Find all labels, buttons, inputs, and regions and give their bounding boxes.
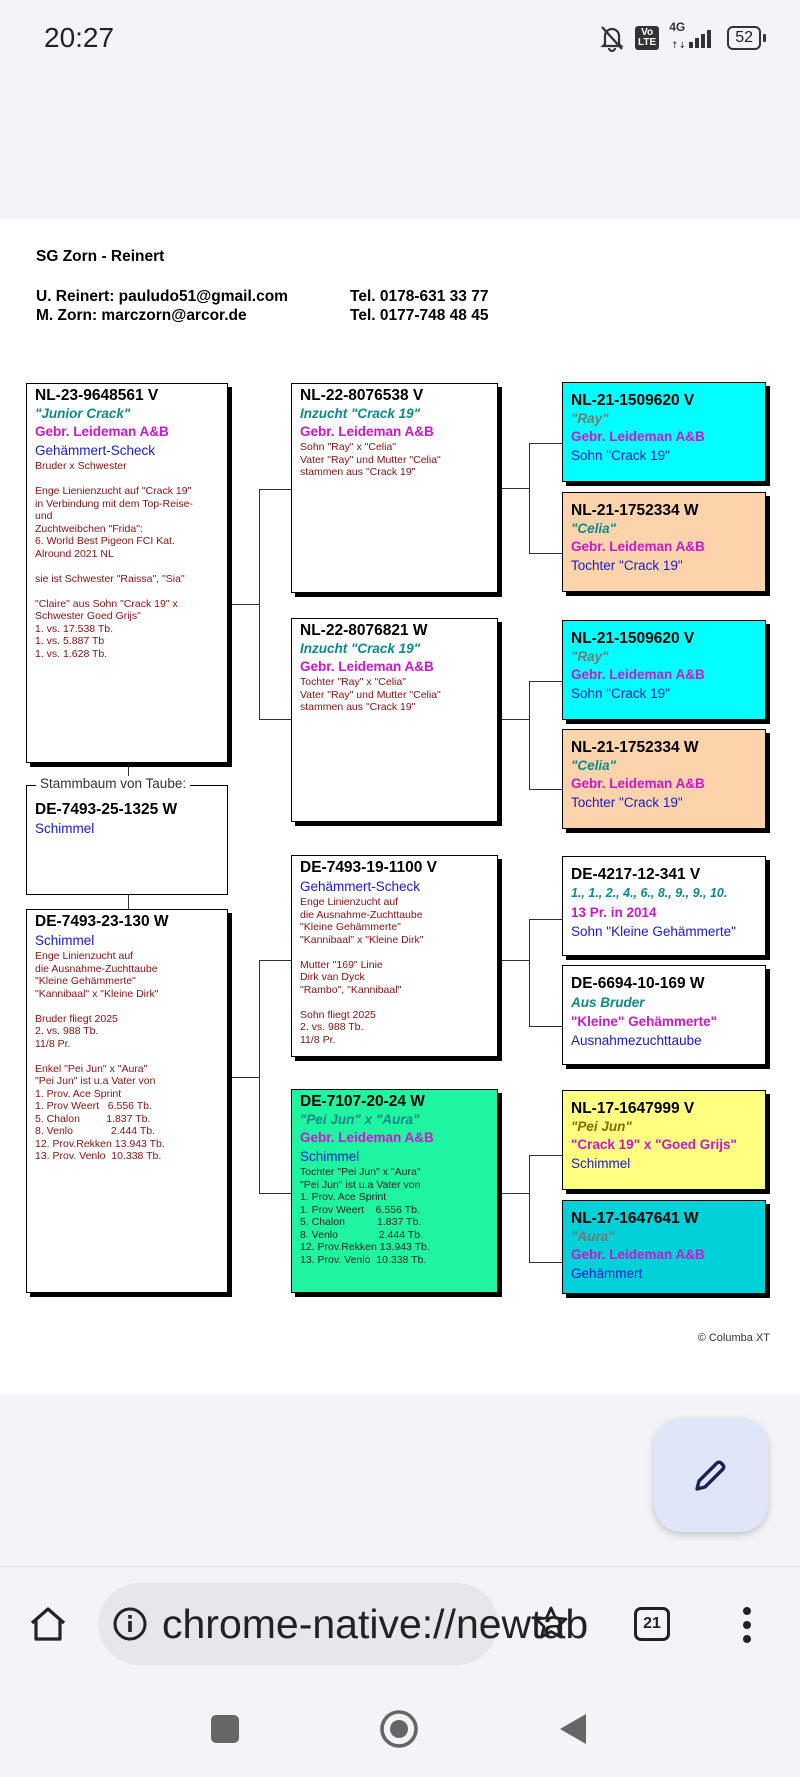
- connector: [498, 1193, 529, 1194]
- subject-card[interactable]: [26, 785, 228, 895]
- great-grandparent-card-7[interactable]: [562, 1090, 766, 1190]
- status-icons: [599, 20, 766, 52]
- ggp8-color: Gehämmert: [571, 1266, 643, 1281]
- great-grandparent-card-1[interactable]: [562, 382, 766, 482]
- gp1-name: Inzucht "Crack 19": [300, 406, 421, 421]
- page-title: SG Zorn - Reinert: [36, 248, 165, 265]
- info-icon[interactable]: [112, 1606, 148, 1642]
- edit-button[interactable]: [654, 1418, 768, 1532]
- browser-toolbar: [0, 1566, 800, 1686]
- ggp7-name: "Pei Jun": [571, 1119, 632, 1134]
- ggp8-ring: NL-17-1647641 W: [571, 1210, 699, 1227]
- connector: [529, 443, 562, 444]
- connector: [529, 1026, 562, 1027]
- ggp3-color: Sohn "Crack 19": [571, 686, 670, 701]
- ggp6-breeder: "Kleine" Gehämmerte": [571, 1014, 718, 1029]
- gp3-note: Enge Linienzucht auf die Ausnahme-Zuchttaube "Kleine Gehämmerte" "Kannibaal" x "Kleine Dirk" Mutter "169" Linie Dirk van Dyck "Rambo", "Kannibaal" Sohn fliegt 2025 2. vs. 988 Tb. 11/8 Pr.: [300, 896, 424, 1046]
- ggp4-name: "Celia": [571, 758, 617, 773]
- pedigree-page: [0, 219, 800, 1394]
- connector: [529, 1155, 562, 1156]
- status-bar: [0, 0, 800, 80]
- gp2-ring: NL-22-8076821 W: [300, 622, 428, 639]
- sire-note: Bruder x Schwester Enge Lienienzucht auf "Crack 19" in Verbindung mit dem Top-Reise- und Zuchtweibchen "Frida": 6. World Best Pigeon FCI Kat. Alround 2021 NL sie ist Schwester "Raissa", "Sia" "Claire" aus Sohn "Crack 19" x Schwester Goed Grijs" 1. vs. 17.538 Tb. 1. vs. 5.887 Tb 1. vs. 1.628 Tb.: [35, 460, 193, 660]
- grandparent-card-4[interactable]: [291, 1089, 498, 1293]
- connector: [259, 489, 260, 719]
- ggp3-ring: NL-21-1509620 V: [571, 630, 695, 647]
- recents-button[interactable]: [211, 1715, 239, 1743]
- phone-reinert: Tel. 0178-631 33 77: [350, 288, 489, 305]
- connector: [259, 1193, 291, 1194]
- ggp1-breeder: Gebr. Leideman A&B: [571, 429, 705, 444]
- back-nav-icon[interactable]: [558, 1712, 588, 1746]
- tab-switcher[interactable]: [634, 1607, 670, 1641]
- home-nav-icon[interactable]: [378, 1708, 420, 1750]
- status-time: 20:27: [44, 22, 115, 53]
- great-grandparent-card-6[interactable]: [562, 965, 766, 1065]
- gp3-color: Gehämmert-Scheck: [300, 879, 421, 894]
- contact-zorn: M. Zorn: marczorn@arcor.de: [36, 307, 247, 324]
- connector: [259, 960, 291, 961]
- ggp6-color: Ausnahmezuchttaube: [571, 1033, 702, 1048]
- ggp1-color: Sohn "Crack 19": [571, 448, 670, 463]
- grandparent-card-1[interactable]: [291, 383, 498, 593]
- ggp7-color: Schimmel: [571, 1156, 631, 1171]
- gp2-note: Tochter "Ray" x "Celia" Vater "Ray" und Mutter "Celia" stammen aus "Crack 19": [300, 676, 441, 713]
- connector: [498, 960, 529, 961]
- dam-ring: DE-7493-23-130 W: [35, 913, 169, 930]
- ggp6-ring: DE-6694-10-169 W: [571, 975, 705, 992]
- ggp1-ring: NL-21-1509620 V: [571, 392, 695, 409]
- more-menu-icon[interactable]: [741, 1605, 753, 1645]
- connector: [128, 763, 129, 777]
- connector: [259, 719, 291, 720]
- network-type: 4G: [669, 20, 686, 34]
- address-bar[interactable]: [98, 1583, 589, 1665]
- ggp1-name: "Ray": [571, 411, 609, 426]
- volte-badge: [635, 26, 659, 50]
- phone-zorn: Tel. 0177-748 48 45: [350, 307, 489, 324]
- great-grandparent-card-3[interactable]: [562, 620, 766, 720]
- connector: [529, 789, 562, 790]
- gp3-ring: DE-7493-19-1100 V: [300, 859, 438, 876]
- connector: [228, 1077, 259, 1078]
- sire-color: Gehämmert-Scheck: [35, 443, 156, 458]
- grandparent-card-3[interactable]: [291, 855, 498, 1057]
- connector: [259, 960, 260, 1193]
- url-text: chrome-native://newtab: [162, 1600, 589, 1647]
- battery-level: 52: [727, 26, 761, 50]
- dam-note: Enge Linienzucht auf die Ausnahme-Zuchttaube "Kleine Gehämmerte" "Kannibaal" x "Kleine Dirk" Bruder fliegt 2025 2. vs. 988 Tb. 11/8 Pr. Enkel "Pei Jun" x "Aura" "Pei Jun" ist u.a Vater von 1. Prov. Ace Sprint 1. Prov Weert 6.556 Tb. 5. Chalon 1.837 Tb. 8. Venlo 2.444 Tb. 12. Prov.Rekken 13.943 Tb. 13. Prov. Venlo 10.338 Tb.: [35, 950, 165, 1162]
- connector: [128, 895, 129, 909]
- ggp5-ring: DE-4217-12-341 V: [571, 866, 701, 883]
- ggp4-ring: NL-21-1752334 W: [571, 739, 699, 756]
- gp1-breeder: Gebr. Leideman A&B: [300, 424, 434, 439]
- gp4-ring: DE-7107-20-24 W: [300, 1093, 425, 1110]
- ggp8-name: "Aura": [571, 1229, 615, 1244]
- svg-text:↑↓: ↑↓: [671, 41, 687, 51]
- connector: [529, 1262, 562, 1263]
- sire-card[interactable]: [26, 383, 228, 763]
- ggp4-color: Tochter "Crack 19": [571, 795, 683, 810]
- pedigree-legend: Stammbaum von Taube:: [36, 776, 190, 791]
- sire-breeder: Gebr. Leideman A&B: [35, 424, 169, 439]
- great-grandparent-card-5[interactable]: [562, 856, 766, 956]
- connector: [498, 719, 529, 720]
- connector: [529, 681, 530, 789]
- volte-top: Vo: [641, 27, 654, 38]
- signal-group: [669, 20, 717, 51]
- connector: [228, 409, 229, 412]
- tab-count: 21: [643, 1615, 661, 1632]
- gp1-note: Sohn "Ray" x "Celia" Vater "Ray" und Mutter "Celia" stammen aus "Crack 19": [300, 441, 441, 478]
- battery-icon: [727, 26, 766, 50]
- connector: [529, 919, 530, 1026]
- connector: [228, 604, 259, 605]
- connector: [259, 489, 291, 490]
- subject-color: Schimmel: [35, 821, 95, 836]
- home-icon[interactable]: [28, 1605, 68, 1643]
- system-nav-bar: [0, 1686, 800, 1777]
- great-grandparent-card-2[interactable]: [562, 492, 766, 592]
- ggp2-breeder: Gebr. Leideman A&B: [571, 539, 705, 554]
- subject-ring: DE-7493-25-1325 W: [35, 801, 178, 818]
- gp4-name: "Pei Jun" x "Aura": [300, 1112, 420, 1127]
- ggp7-breeder: "Crack 19" x "Goed Grijs": [571, 1137, 737, 1152]
- ggp3-breeder: Gebr. Leideman A&B: [571, 667, 705, 682]
- mute-bell-icon: [599, 24, 625, 52]
- ggp2-color: Tochter "Crack 19": [571, 558, 683, 573]
- connector: [529, 1155, 530, 1262]
- contact-reinert: U. Reinert: pauludo51@gmail.com: [36, 288, 288, 305]
- ggp2-name: "Celia": [571, 521, 617, 536]
- star-icon[interactable]: [533, 1605, 569, 1641]
- connector: [498, 488, 529, 489]
- gp4-color: Schimmel: [300, 1149, 360, 1164]
- gp4-note: Tochter "Pei Jun" x "Aura" "Pei Jun" ist u.a Vater von 1. Prov. Ace Sprint 1. Prov Weert 6.556 Tb. 5. Chalon 1.837 Tb. 8. Venlo 2.444 Tb. 12. Prov.Rekken 13.943 Tb. 13. Prov. Venlo 10.338 Tb.: [300, 1166, 430, 1266]
- ggp5-results: 1., 1., 2., 4., 6., 8., 9., 9., 10.: [571, 886, 728, 900]
- volte-bottom: LTE: [638, 37, 657, 48]
- gp4-breeder: Gebr. Leideman A&B: [300, 1130, 434, 1145]
- connector: [529, 443, 530, 553]
- ggp3-name: "Ray": [571, 649, 609, 664]
- connector: [529, 553, 562, 554]
- pencil-icon: [691, 1455, 731, 1495]
- copyright: © Columba XT: [697, 1332, 770, 1344]
- gp2-name: Inzucht "Crack 19": [300, 641, 421, 656]
- dam-card[interactable]: [26, 909, 228, 1293]
- grandparent-card-2[interactable]: [291, 618, 498, 822]
- ggp4-breeder: Gebr. Leideman A&B: [571, 776, 705, 791]
- ggp8-breeder: Gebr. Leideman A&B: [571, 1247, 705, 1262]
- ggp5-color: Sohn "Kleine Gehämmerte": [571, 924, 736, 939]
- ggp6-name: Aus Bruder: [571, 995, 645, 1010]
- gp1-ring: NL-22-8076538 V: [300, 387, 424, 404]
- connector: [529, 681, 562, 682]
- gp2-breeder: Gebr. Leideman A&B: [300, 659, 434, 674]
- ggp2-ring: NL-21-1752334 W: [571, 502, 699, 519]
- great-grandparent-card-4[interactable]: [562, 729, 766, 829]
- connector: [529, 919, 562, 920]
- ggp7-ring: NL-17-1647999 V: [571, 1100, 695, 1117]
- sire-name: "Junior Crack": [35, 406, 131, 421]
- great-grandparent-card-8[interactable]: [562, 1200, 766, 1294]
- dam-color: Schimmel: [35, 933, 95, 948]
- sire-ring: NL-23-9648561 V: [35, 387, 159, 404]
- ggp5-prizes: 13 Pr. in 2014: [571, 905, 657, 920]
